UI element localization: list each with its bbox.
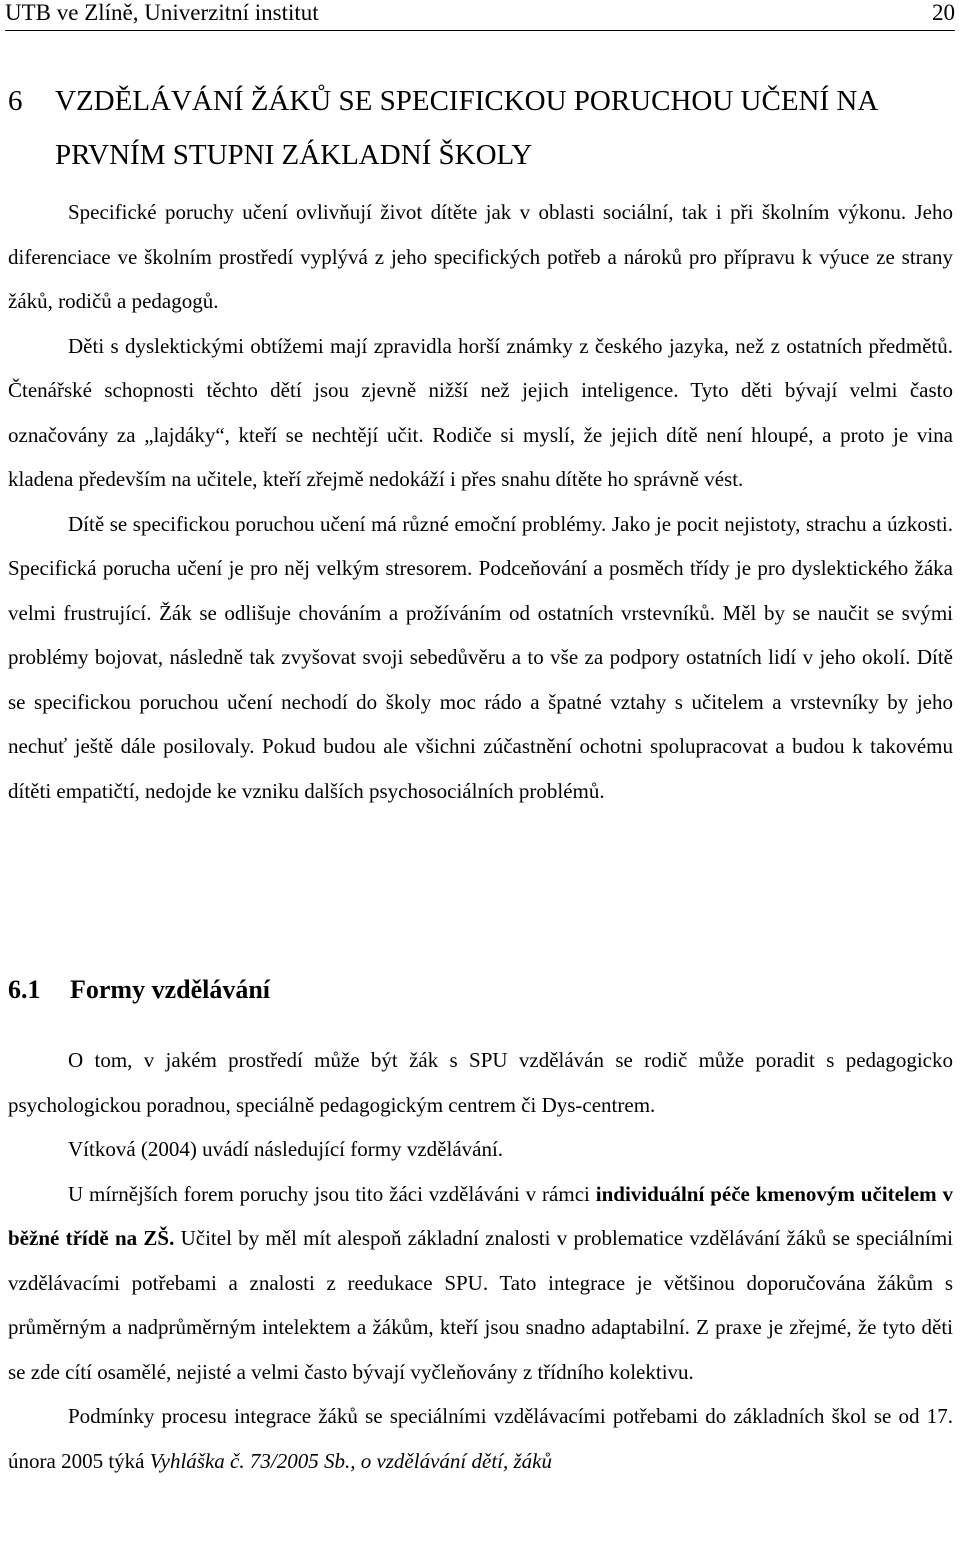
- section-body: [8, 1038, 953, 1483]
- section-title: Formy vzdělávání: [70, 975, 271, 1004]
- section-paragraph-3-start: U mírnějších forem poruchy jsou tito žáci vzděláváni v rámci: [68, 1181, 596, 1206]
- section-paragraph-2: Vítková (2004) uvádí následující formy vzdělávání.: [68, 1137, 504, 1161]
- section-number: 6.1: [8, 975, 41, 1004]
- section-paragraph-4-start: Podmínky procesu integrace žáků se speciálními vzdělávacími potřebami do základních škol se od 17. února 2005 týká: [8, 1404, 953, 1473]
- section-heading: [8, 975, 270, 1005]
- paragraph-1: Specifické poruchy učení ovlivňují život dítěte jak v oblasti sociální, tak i při školním výkonu. Jeho diferenciace ve školním prostředí vyplývá z jeho specifických potřeb a nároků pro přípravu k výuce ze strany žáků, rodičů a pedagogů.: [8, 200, 953, 313]
- chapter-title: VZDĚLÁVÁNÍ ŽÁKŮ SE SPECIFICKOU PORUCHOU UČENÍ NA PRVNÍM STUPNI ZÁKLADNÍ ŠKOLY: [55, 85, 877, 171]
- header-page-number: 20: [932, 0, 955, 25]
- chapter-number: 6: [8, 85, 23, 117]
- chapter-body: [8, 190, 953, 813]
- section-paragraph-1: O tom, v jakém prostředí může být žák s SPU vzděláván se rodič může poradit s pedagogicko psychologickou poradnou, speciálně pedagogickým centrem či Dys-centrem.: [8, 1048, 953, 1117]
- section-paragraph-3-end: Učitel by měl mít alespoň základní znalosti v problematice vzdělávání žáků se speciálními vzdělávacími potřebami a znalosti z reedukace SPU. Tato integrace je většinou doporučována žákům s průměrným a nadprůměrným intelektem a žákům, kteří jsou snadno adaptabilní. Z praxe je zřejmé, že tyto děti se zde cítí osamělé, nejisté a velmi často bývají vyčleňovány z třídního kolektivu.: [8, 1226, 953, 1384]
- paragraph-2: Děti s dyslektickými obtížemi mají zpravidla horší známky z českého jazyka, než z ostatních předmětů. Čtenářské schopnosti těchto dětí jsou zjevně nižší než jejich inteligence. Tyto děti bývají velmi často označovány za „lajdáky“, kteří se nechtějí učit. Rodiče si myslí, že jejich dítě není hloupé, a proto je vina kladena především na učitele, kteří zřejmě nedokáží i přes snahu dítěte ho správně vést.: [8, 333, 953, 491]
- section-paragraph-4: [8, 1394, 953, 1483]
- header-institution: UTB ve Zlíně, Univerzitní institut: [5, 0, 319, 25]
- section-paragraph-3-bold: individuální péče kmenovým učitelem v běžné třídě na ZŠ.: [8, 1181, 953, 1250]
- page-header: [5, 0, 955, 31]
- section-paragraph-3: [8, 1172, 953, 1395]
- paragraph-3: Dítě se specifickou poruchou učení má různé emoční problémy. Jako je pocit nejistoty, strachu a úzkosti. Specifická porucha učení je pro něj velkým stresorem. Podceňování a posměch třídy je pro dyslektického žáka velmi frustrující. Žák se odlišuje chováním a prožíváním od ostatních vrstevníků. Měl by se naučit se svými problémy bojovat, následně tak zvyšovat svoji sebedůvěru a to vše za podpory ostatních lidí v jeho okolí. Dítě se specifickou poruchou učení nechodí do školy moc rádo a špatné vztahy s učitelem a vrstevníky by jeho nechuť ještě dále posilovaly. Pokud budou ale všichni zúčastnění ochotni spolupracovat a budou k takovému dítěti empatičtí, nedojde ke vzniku dalších psychosociálních problémů.: [8, 511, 953, 803]
- section-paragraph-4-italic: Vyhláška č. 73/2005 Sb., o vzdělávání dětí, žáků: [149, 1448, 552, 1473]
